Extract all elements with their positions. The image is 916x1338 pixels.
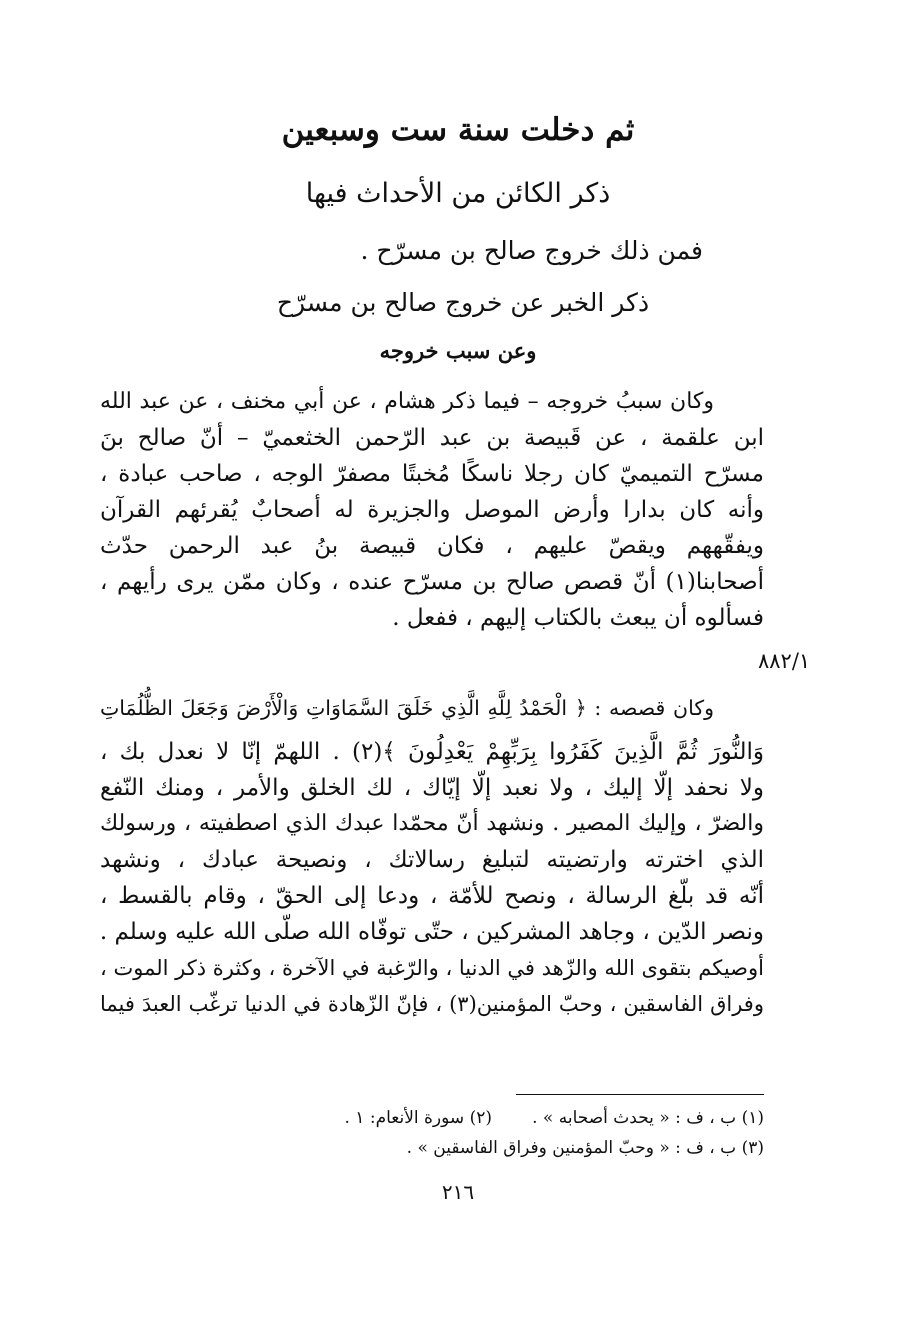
paragraph2-line-7: ونصر الدّين ، وجاهد المشركين ، حتّى توفّاه الله صلّى الله عليه وسلم . <box>99 919 764 945</box>
footnote-3: (٣) ب ، ف : « وحبّ المؤمنين وفراق الفاسقين » . <box>406 1138 764 1158</box>
paragraph2-line-6: أنّه قد بلّغ الرسالة ، ونصح للأمّة ، ودعا إلى الحقّ ، وقام بالقسط ، <box>100 883 764 909</box>
paragraph2-line-3: ولا نحفد إلّا إليك ، ولا نعبد إلّا إيّاك ، لك الخلق والأمر ، ومنك النّفع <box>100 775 764 801</box>
footnote-1: (١) ب ، ف : « يحدث أصحابه » . <box>532 1108 764 1128</box>
paragraph2-line-2: وَالنُّورَ ثُمَّ الَّذِينَ كَفَرُوا بِرَبِّهِمْ يَعْدِلُونَ ﴾(٢) . اللهمّ إنّا لا نعدل بك ، <box>100 739 764 765</box>
year-title: ثم دخلت سنة ست وسبعين <box>281 112 635 148</box>
report-title: ذكر الخبر عن خروج صالح بن مسرّح <box>276 288 650 317</box>
paragraph1-line-1: وكان سببُ خروجه – فيما ذكر هشام ، عن أبي مخنف ، عن عبد الله <box>100 389 714 414</box>
paragraph2-line-1: وكان قصصه : ﴿ الْحَمْدُ لِلَّهِ الَّذِي خَلَقَ السَّمَاوَاتِ وَالْأَرْضَ وَجَعَلَ الظُّلُمَاتِ <box>100 696 714 720</box>
cause-title: وعن سبب خروجه <box>379 338 537 363</box>
paragraph2-line-9: وفراق الفاسقين ، وحبّ المؤمنين(٣) ، فإنّ الزّهادة في الدنيا ترغّب العبدَ فيما <box>100 992 764 1016</box>
paragraph2-line-5: الذي اخترته وارتضيته لتبليغ رسالاتك ، ونصيحة عبادك ، ونشهد <box>100 847 764 873</box>
footnote-rule <box>516 1094 764 1095</box>
paragraph2-line-4: والضرّ ، وإليك المصير . ونشهد أنّ محمّدا عبدك الذي اصطفيته ، ورسولك <box>100 811 764 836</box>
footnote-2: (٢) سورة الأنعام: ١ . <box>344 1108 492 1128</box>
events-title: ذكر الكائن من الأحداث فيها <box>305 178 611 209</box>
margin-reference: ٨٨٢/١ <box>758 649 811 673</box>
paragraph1-line-3: مسرّح التميميّ كان رجلا ناسكًا مُخبتًا مصفرّ الوجه ، صاحب عبادة ، <box>100 461 764 487</box>
paragraph1-line-2: ابن علقمة ، عن قَبيصة بن عبد الرّحمن الخثعميّ – أنّ صالح بنَ <box>100 425 764 451</box>
paragraph1-line-6: أصحابنا(١) أنّ قصص صالح بن مسرّح عنده ، وكان ممّن يرى رأيهم ، <box>100 569 764 595</box>
paragraph1-line-7: فسألوه أن يبعث بالكتاب إليهم ، ففعل . <box>392 605 764 631</box>
intro-line: فمن ذلك خروج صالح بن مسرّح . <box>360 236 703 265</box>
paragraph2-line-8: أوصيكم بتقوى الله والزّهد في الدنيا ، والرّغبة في الآخرة ، وكثرة ذكر الموت ، <box>100 956 764 980</box>
paragraph1-line-5: ويفقّههم ويقصّ عليهم ، فكان قبيصة بنُ عبد الرحمن حدّث <box>100 533 764 559</box>
paragraph1-line-4: وأنه كان بدارا وأرض الموصل والجزيرة له أصحابٌ يُقرئهم القرآن <box>100 497 764 523</box>
page-number: ٢١٦ <box>441 1180 475 1204</box>
